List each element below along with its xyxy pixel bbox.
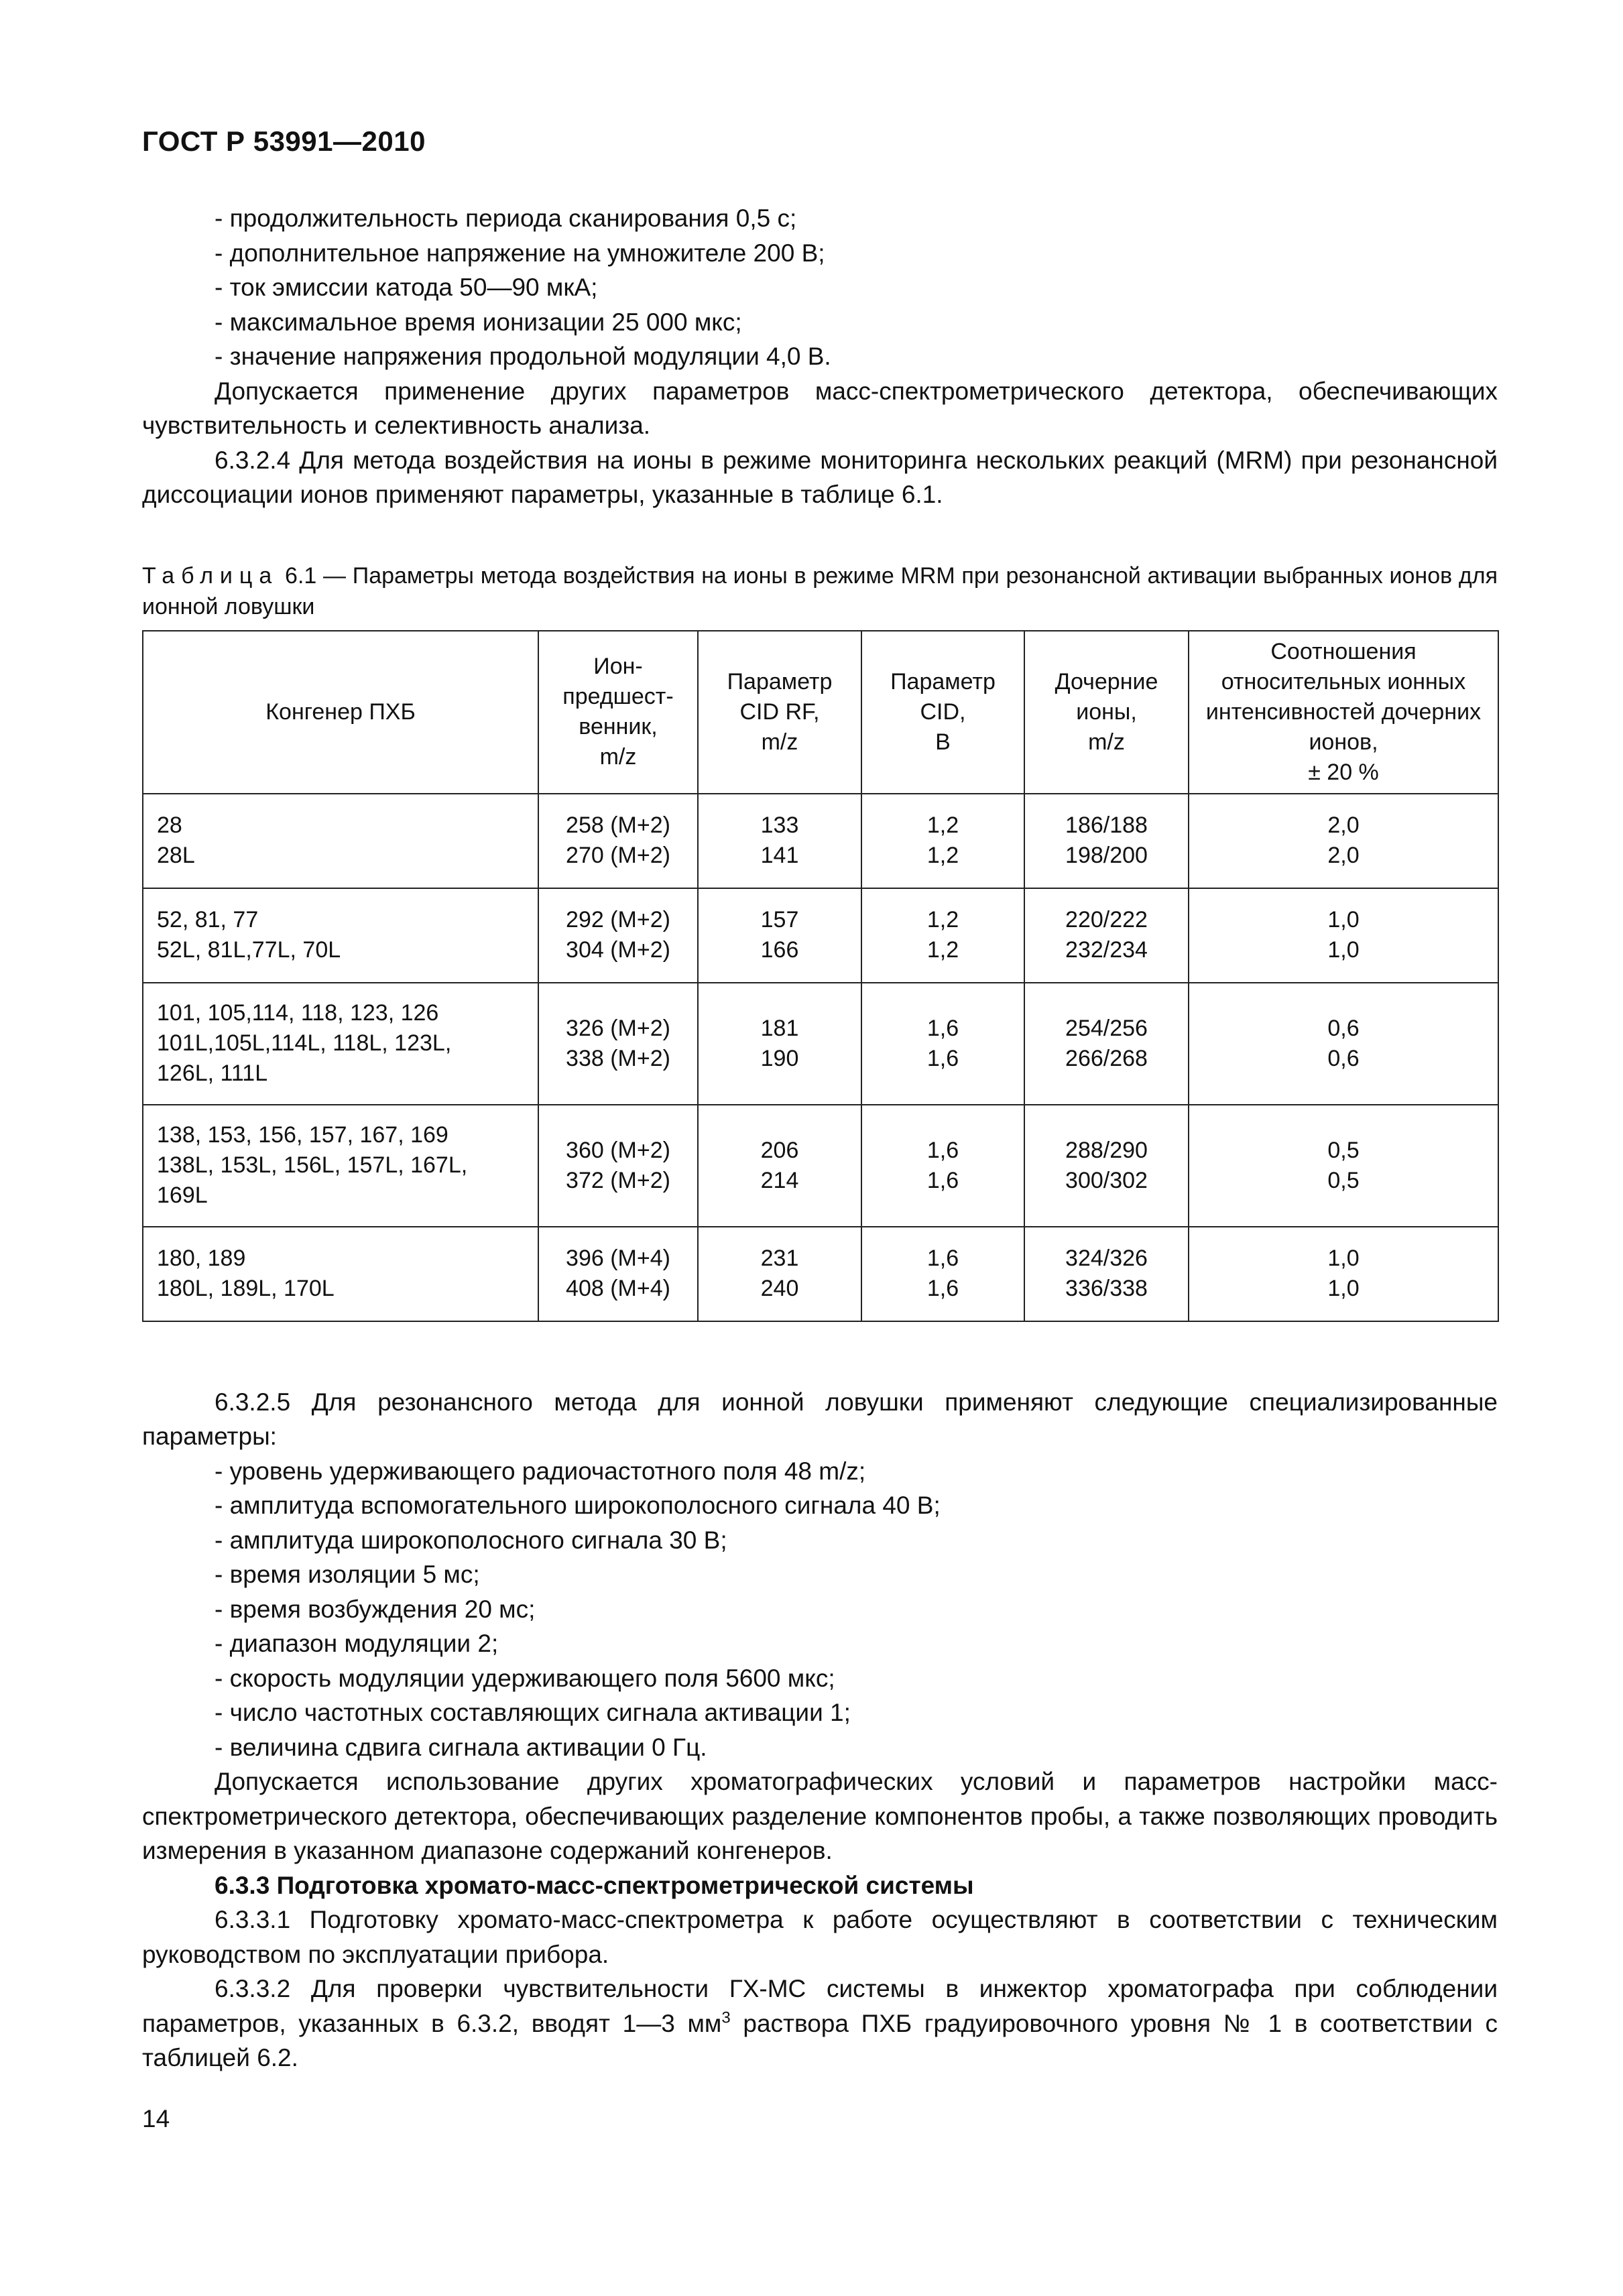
text-block-2 (142, 1385, 1498, 1972)
list-item: - значение напряжения продольной модуляции 4,0 В. (215, 343, 831, 370)
header-line: ионы, (1076, 699, 1137, 725)
table-cell-precursor (538, 983, 698, 1105)
cell-line: 266/268 (1065, 1045, 1148, 1071)
cell-line: 133 (760, 812, 799, 838)
table-cell-congener (143, 888, 538, 983)
cell-line: 324/326 (1065, 1246, 1148, 1271)
cell-line: 231 (760, 1246, 799, 1271)
cell-line: 1,6 (926, 1276, 959, 1301)
cell-line: 2,0 (1327, 812, 1360, 838)
table-cell-cid-rf (698, 794, 861, 888)
header-line: предшест- (562, 684, 674, 709)
cell-line: 408 (M+4) (566, 1276, 670, 1301)
cell-line: 206 (760, 1137, 799, 1163)
list-item: - время изоляции 5 мс; (215, 1561, 480, 1588)
header-line: CID, (920, 699, 966, 725)
list-item: - величина сдвига сигнала активации 0 Гц. (215, 1733, 707, 1761)
table-row (143, 888, 1498, 983)
list-item: - ток эмиссии катода 50—90 мкА; (215, 274, 598, 301)
list-item: - число частотных составляющих сигнала активации 1; (215, 1699, 851, 1726)
header-line: интенсивностей дочерних (1205, 699, 1482, 725)
table-cell-daughter (1024, 1105, 1189, 1227)
cell-line: 1,6 (926, 1015, 959, 1041)
table-cell-daughter (1024, 794, 1189, 888)
table-cell-daughter (1024, 1227, 1189, 1321)
cell-line: 338 (M+2) (566, 1045, 670, 1071)
table-cell-congener (143, 1227, 538, 1321)
list-item: - скорость модуляции удерживающего поля 5600 мкс; (215, 1664, 835, 1692)
list-item: - уровень удерживающего радиочастотного поля 48 m/z; (215, 1457, 866, 1485)
table-caption-word: Таблица (142, 562, 279, 589)
cell-line: 1,0 (1327, 937, 1360, 963)
table-cell-cid-rf (698, 1227, 861, 1321)
cell-line: 101L,105L,114L, 118L, 123L, (157, 1030, 452, 1056)
table-cell-cid (861, 1105, 1024, 1227)
cell-line: 288/290 (1065, 1137, 1148, 1163)
table-cell-cid-rf (698, 1105, 861, 1227)
paragraph-text: раствора ПХБ градуировочного уровня № 1 в соответствии с таблицей 6.2. (142, 2009, 1498, 2071)
header-line: ионов, (1309, 729, 1378, 755)
cell-line: 0,6 (1327, 1045, 1360, 1071)
cell-line: 52L, 81L,77L, 70L (157, 937, 341, 963)
cell-line: 52, 81, 77 (157, 907, 259, 932)
table-cell-ratio (1189, 794, 1498, 888)
table-cell-precursor (538, 794, 698, 888)
table-header-cell (1189, 631, 1498, 794)
cell-line: 180L, 189L, 170L (157, 1276, 335, 1301)
cell-line: 258 (M+2) (566, 812, 670, 838)
paragraph-text: 6.3.3.2 Для проверки чувствительности ГХ-МС системы в инжектор хроматографа при соблюдении параметров, указанных в 6.3.2, вводят 1—3 мм (142, 1975, 1498, 2037)
cell-line: 372 (M+2) (566, 1167, 670, 1193)
paragraph: 6.3.2.5 Для резонансного метода для ионной ловушки применяют следующие специализированные параметры: (142, 1388, 1498, 1450)
cell-line: 214 (760, 1167, 799, 1193)
section-heading: 6.3.3 Подготовка хромато-масс-спектрометрической системы (215, 1871, 974, 1899)
table-row (143, 1227, 1498, 1321)
table-row (143, 794, 1498, 888)
cell-line: 166 (760, 937, 799, 963)
cell-line: 157 (760, 907, 799, 932)
table-row (143, 983, 1498, 1105)
list-item: - максимальное время ионизации 25 000 мкс; (215, 308, 742, 336)
table-cell-cid (861, 794, 1024, 888)
paragraph: Допускается использование других хроматографических условий и параметров настройки масс-спектрометрического детектора, обеспечивающих разделение компонентов пробы, а также позволяющих проводить измерения в указанном диапазоне содержаний конгенеров. (142, 1768, 1498, 1864)
cell-line: 232/234 (1065, 937, 1148, 963)
cell-line: 1,0 (1327, 907, 1360, 932)
table-cell-congener (143, 794, 538, 888)
cell-line: 1,6 (926, 1137, 959, 1163)
header-line: m/z (1088, 729, 1125, 755)
document-header: ГОСТ Р 53991—2010 (142, 125, 426, 157)
cell-line: 1,6 (926, 1167, 959, 1193)
cell-line: 0,5 (1327, 1167, 1360, 1193)
cell-line: 254/256 (1065, 1015, 1148, 1041)
list-item: - время возбуждения 20 мс; (215, 1595, 536, 1623)
header-line: CID RF, (739, 699, 820, 725)
parameters-table (142, 630, 1499, 1322)
cell-line: 138L, 153L, 156L, 157L, 167L, (157, 1152, 468, 1178)
table-cell-daughter (1024, 888, 1189, 983)
cell-line: 0,5 (1327, 1137, 1360, 1163)
header-line: Ион- (593, 654, 643, 679)
cell-line: 169L (157, 1183, 208, 1208)
table-cell-cid-rf (698, 983, 861, 1105)
list-item: - продолжительность периода сканирования 0,5 с; (215, 204, 797, 232)
cell-line: 2,0 (1327, 843, 1360, 868)
table-caption (142, 560, 1498, 622)
cell-line: 1,2 (926, 937, 959, 963)
cell-line: 141 (760, 843, 799, 868)
cell-line: 180, 189 (157, 1246, 246, 1271)
cell-line: 292 (M+2) (566, 907, 670, 932)
table-cell-precursor (538, 1227, 698, 1321)
cell-line: 138, 153, 156, 157, 167, 169 (157, 1122, 448, 1148)
cell-line: 1,6 (926, 1045, 959, 1071)
cell-line: 270 (M+2) (566, 843, 670, 868)
cell-line: 326 (M+2) (566, 1015, 670, 1041)
cell-line: 28 (157, 812, 182, 838)
table-cell-ratio (1189, 1227, 1498, 1321)
list-item: - дополнительное напряжение на умножителе 200 В; (215, 239, 825, 267)
document-page (142, 125, 1498, 2136)
paragraph: 6.3.2.4 Для метода воздействия на ионы в режиме мониторинга нескольких реакций (MRM) при резонансной диссоциации ионов применяют параметры, указанные в таблице 6.1. (142, 446, 1498, 508)
cell-line: 1,2 (926, 812, 959, 838)
table-caption-text: 6.1 — Параметры метода воздействия на ионы в режиме MRM при резонансной активации выбранных ионов для ионной ловушки (142, 562, 1498, 619)
header-line: Дочерние (1055, 668, 1158, 694)
cell-line: 336/338 (1065, 1276, 1148, 1301)
superscript: 3 (721, 2008, 731, 2027)
paragraph: 6.3.3.1 Подготовку хромато-масс-спектрометра к работе осуществляют в соответствии с техническим руководством по эксплуатации прибора. (142, 1906, 1498, 1968)
header-line: ± 20 % (1308, 759, 1379, 785)
table-cell-congener (143, 983, 538, 1105)
table-cell-precursor (538, 888, 698, 983)
cell-line: 101, 105,114, 118, 123, 126 (157, 1000, 439, 1026)
table-cell-cid (861, 888, 1024, 983)
cell-line: 181 (760, 1015, 799, 1041)
cell-line: 198/200 (1065, 843, 1148, 868)
table-body (143, 794, 1498, 1321)
table-header-cell (861, 631, 1024, 794)
table-header-row (143, 631, 1498, 794)
table-cell-ratio (1189, 1105, 1498, 1227)
cell-line: 1,6 (926, 1246, 959, 1271)
header-line: Конгенер ПХБ (265, 699, 416, 725)
list-item: - диапазон модуляции 2; (215, 1630, 499, 1657)
paragraph (142, 1972, 1498, 2075)
table-row (143, 1105, 1498, 1227)
table-cell-congener (143, 1105, 538, 1227)
table-header-cell (143, 631, 538, 794)
table-header-cell (698, 631, 861, 794)
cell-line: 126L, 111L (157, 1061, 268, 1086)
paragraph: Допускается применение других параметров масс-спектрометрического детектора, обеспечивающих чувствительность и селективность анализа. (142, 377, 1498, 439)
cell-line: 220/222 (1065, 907, 1148, 932)
page-number: 14 (142, 2104, 170, 2132)
header-line: венник, (579, 714, 658, 739)
cell-line: 300/302 (1065, 1167, 1148, 1193)
table-cell-daughter (1024, 983, 1189, 1105)
cell-line: 1,2 (926, 907, 959, 932)
cell-line: 396 (M+4) (566, 1246, 670, 1271)
header-line: Соотношения (1270, 638, 1417, 664)
header-line: Параметр (727, 668, 833, 694)
header-line: m/z (761, 729, 798, 755)
cell-line: 1,0 (1327, 1246, 1360, 1271)
table-cell-ratio (1189, 983, 1498, 1105)
table-cell-cid-rf (698, 888, 861, 983)
text-block-1 (142, 201, 1498, 512)
table-cell-cid (861, 983, 1024, 1105)
cell-line: 1,2 (926, 843, 959, 868)
table-cell-cid (861, 1227, 1024, 1321)
header-line: относительных ионных (1221, 668, 1466, 694)
cell-line: 240 (760, 1276, 799, 1301)
list-item: - амплитуда вспомогательного широкополосного сигнала 40 В; (215, 1492, 941, 1519)
cell-line: 190 (760, 1045, 799, 1071)
header-line: В (935, 729, 951, 755)
cell-line: 186/188 (1065, 812, 1148, 838)
cell-line: 360 (M+2) (566, 1137, 670, 1163)
cell-line: 1,0 (1327, 1276, 1360, 1301)
header-line: Параметр (890, 668, 996, 694)
table-header-cell (1024, 631, 1189, 794)
cell-line: 28L (157, 843, 195, 868)
list-item: - амплитуда широкополосного сигнала 30 В; (215, 1526, 727, 1554)
table-header-cell (538, 631, 698, 794)
table-cell-ratio (1189, 888, 1498, 983)
table-cell-precursor (538, 1105, 698, 1227)
cell-line: 0,6 (1327, 1015, 1360, 1041)
header-line: m/z (599, 744, 637, 770)
cell-line: 304 (M+2) (566, 937, 670, 963)
